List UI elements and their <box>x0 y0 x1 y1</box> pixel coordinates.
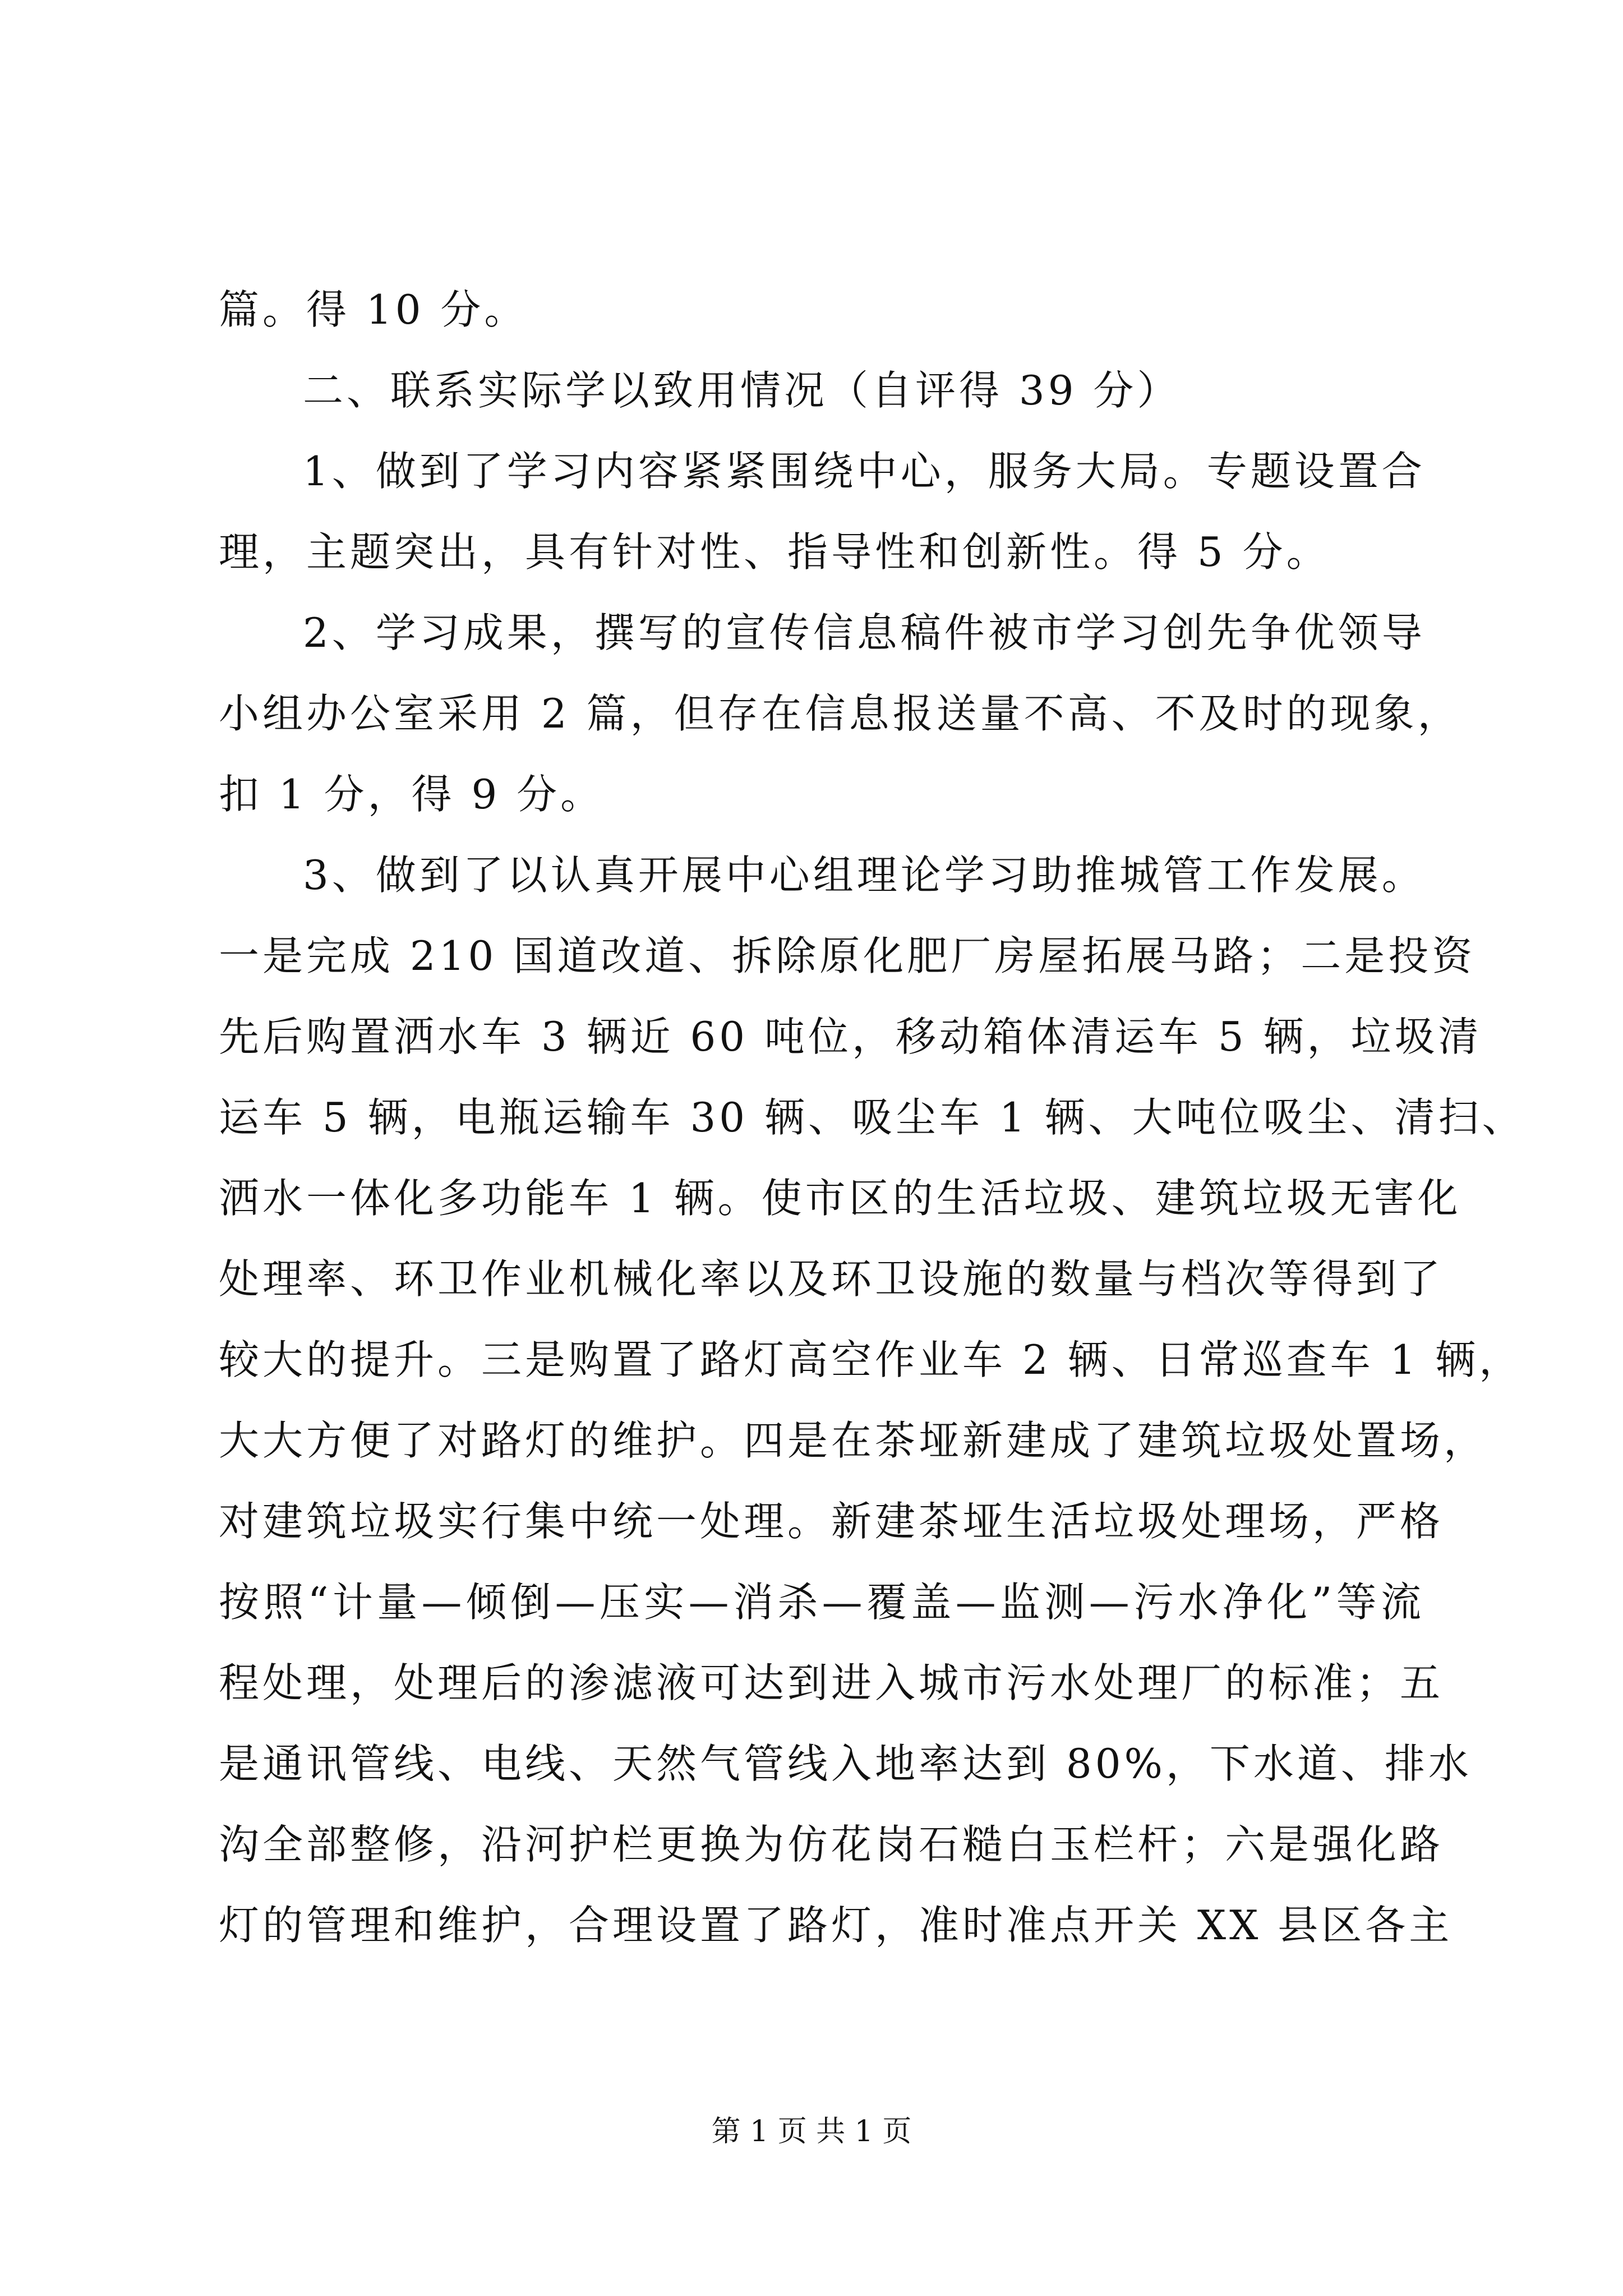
text-line: 运车 5 辆，电瓶运输车 30 辆、吸尘车 1 辆、大吨位吸尘、清扫、 <box>219 1094 1526 1141</box>
text-line: 沟全部整修，沿河护栏更换为仿花岗石糙白玉栏杆；六是强化路 <box>219 1821 1444 1868</box>
text-line: 先后购置洒水车 3 辆近 60 吨位，移动箱体清运车 5 辆，垃圾清 <box>219 1013 1482 1060</box>
text-line: 对建筑垃圾实行集中统一处理。新建茶垭生活垃圾处理场，严格 <box>219 1498 1444 1545</box>
page-footer: 第 1 页 共 1 页 <box>711 2115 912 2148</box>
text-line: 小组办公室采用 2 篇，但存在信息报送量不高、不及时的现象， <box>219 690 1461 737</box>
text-line: 较大的提升。三是购置了路灯高空作业车 2 辆、日常巡查车 1 辆， <box>219 1336 1523 1383</box>
text-line: 理，主题突出，具有针对性、指导性和创新性。得 5 分。 <box>219 528 1330 576</box>
text-line: 按照“计量—倾倒—压实—消杀—覆盖—监测—污水净化”等流 <box>219 1579 1424 1626</box>
text-line: 是通讯管线、电线、天然气管线入地率达到 80%，下水道、排水 <box>219 1740 1472 1787</box>
text-line: 处理率、环卫作业机械化率以及环卫设施的数量与档次等得到了 <box>219 1255 1444 1303</box>
text-line: 篇。得 10 分。 <box>219 286 528 333</box>
text-line: 大大方便了对路灯的维护。四是在茶垭新建成了建筑垃圾处置场， <box>219 1417 1488 1464</box>
text-line: 程处理，处理后的渗滤液可达到进入城市污水处理厂的标准；五 <box>219 1659 1444 1706</box>
text-line: 3、做到了以认真开展中心组理论学习助推城管工作发展。 <box>303 852 1426 899</box>
text-line: 2、学习成果，撰写的宣传信息稿件被市学习创先争优领导 <box>303 609 1426 656</box>
section-heading: 二、联系实际学以致用情况（自评得 39 分） <box>303 367 1181 414</box>
text-line: 1、做到了学习内容紧紧围绕中心，服务大局。专题设置合 <box>303 448 1426 495</box>
text-line: 灯的管理和维护，合理设置了路灯，准时准点开关 XX 县区各主 <box>219 1902 1453 1949</box>
text-line: 洒水一体化多功能车 1 辆。使市区的生活垃圾、建筑垃圾无害化 <box>219 1175 1461 1222</box>
text-line: 扣 1 分，得 9 分。 <box>219 771 605 818</box>
text-line: 一是完成 210 国道改道、拆除原化肥厂房屋拓展马路；二是投资 <box>219 932 1476 979</box>
body-text <box>219 269 1526 1966</box>
